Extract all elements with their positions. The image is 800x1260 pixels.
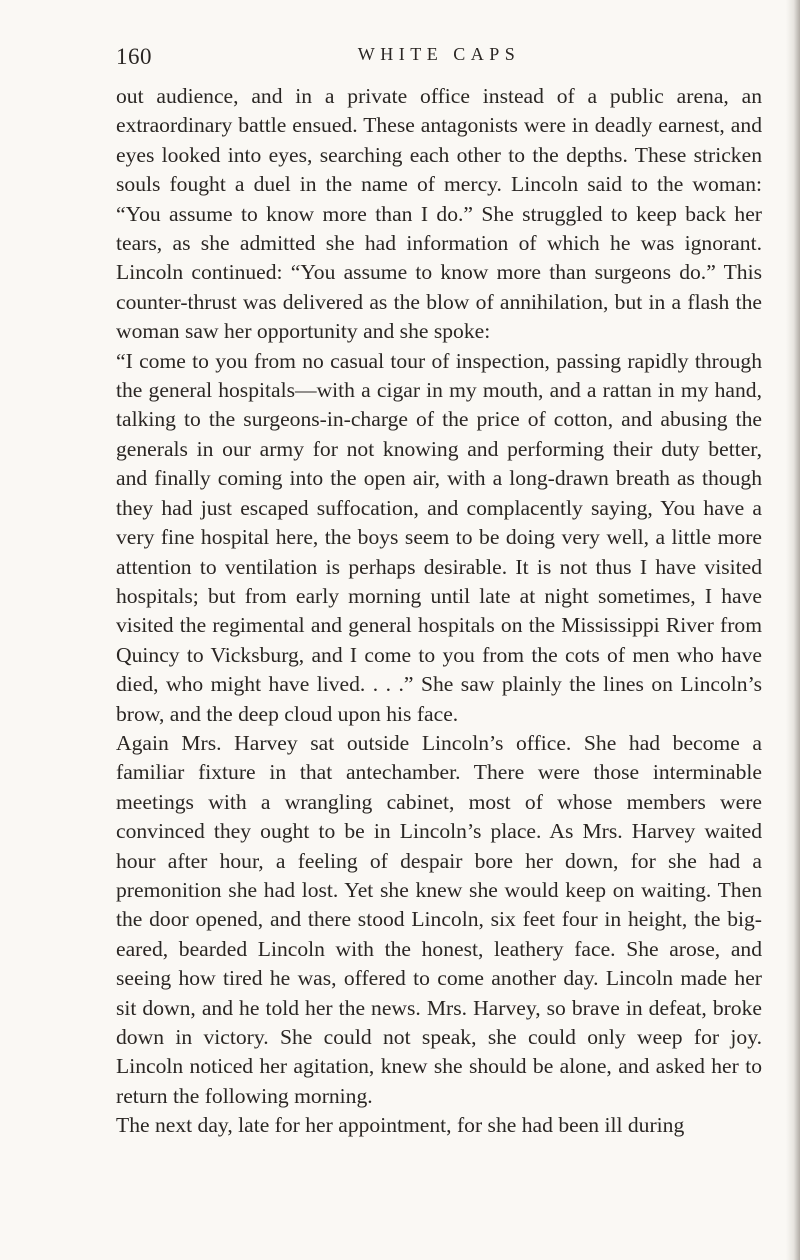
paragraph-continued: out audience, and in a private office instead of a public arena, an extraordinary battle ensued. These antagonists were in deadly earnest, and eyes looked into eyes, searching each other to the depths. These stricken souls fought a duel in the name of mercy. Lincoln said to the woman: “You assume to know more than I do.” She struggled to keep back her tears, as she admitted she had information of which he was ignorant. Lincoln continued: “You assume to know more than surgeons do.” This counter-thrust was delivered as the blow of annihilation, but in a flash the woman saw her opportunity and she spoke: xyxy=(116,84,762,344)
page-edge-shadow xyxy=(786,0,800,1260)
running-title: WHITE CAPS xyxy=(357,44,521,64)
paragraph-last: The next day, late for her appointment, for she had been ill during xyxy=(116,1113,685,1138)
page-number: 160 xyxy=(116,44,152,69)
paragraph-quote: “I come to you from no casual tour of inspection, passing rapidly through the general hospitals—with a cigar in my mouth, and a rattan in my hand, talking to the surgeons-in-charge of the price of cotton, and abusing the generals in our army for not knowing and performing their duty better, and finally coming into the open air, with a long-drawn breath as though they had just escaped suffocation, and complacently saying, You have a very fine hospital here, the boys seem to be doing very well, a little more attention to ventilation is perhaps desirable. It is not thus I have visited hospitals; but from early morning until late at night sometimes, I have visited the regimental and general hospitals on the Mississippi River from Quincy to Vicksburg, and I come to you from the cots of men who have died, who might have lived. . . .” She saw plainly the lines on Lincoln’s brow, and the deep cloud upon his face. xyxy=(116,348,762,726)
running-head xyxy=(116,44,762,74)
body-text xyxy=(116,82,762,1141)
paragraph: Again Mrs. Harvey sat outside Lincoln’s office. She had become a familiar fixture in that antechamber. There were those interminable meetings with a wrangling cabinet, most of whose members were convinced they ought to be in Lincoln’s place. As Mrs. Harvey waited hour after hour, a feeling of despair bore her down, for she had a premonition she had lost. Yet she knew she would keep on waiting. Then the door opened, and there stood Lincoln, six feet four in height, the big-eared, bearded Lincoln with the honest, leathery face. She arose, and seeing how tired he was, offered to come another day. Lincoln made her sit down, and he told her the news. Mrs. Harvey, so brave in defeat, broke down in victory. She could not speak, she could only weep for joy. Lincoln noticed her agitation, knew she should be alone, and asked her to return the following morning. xyxy=(116,730,762,1108)
